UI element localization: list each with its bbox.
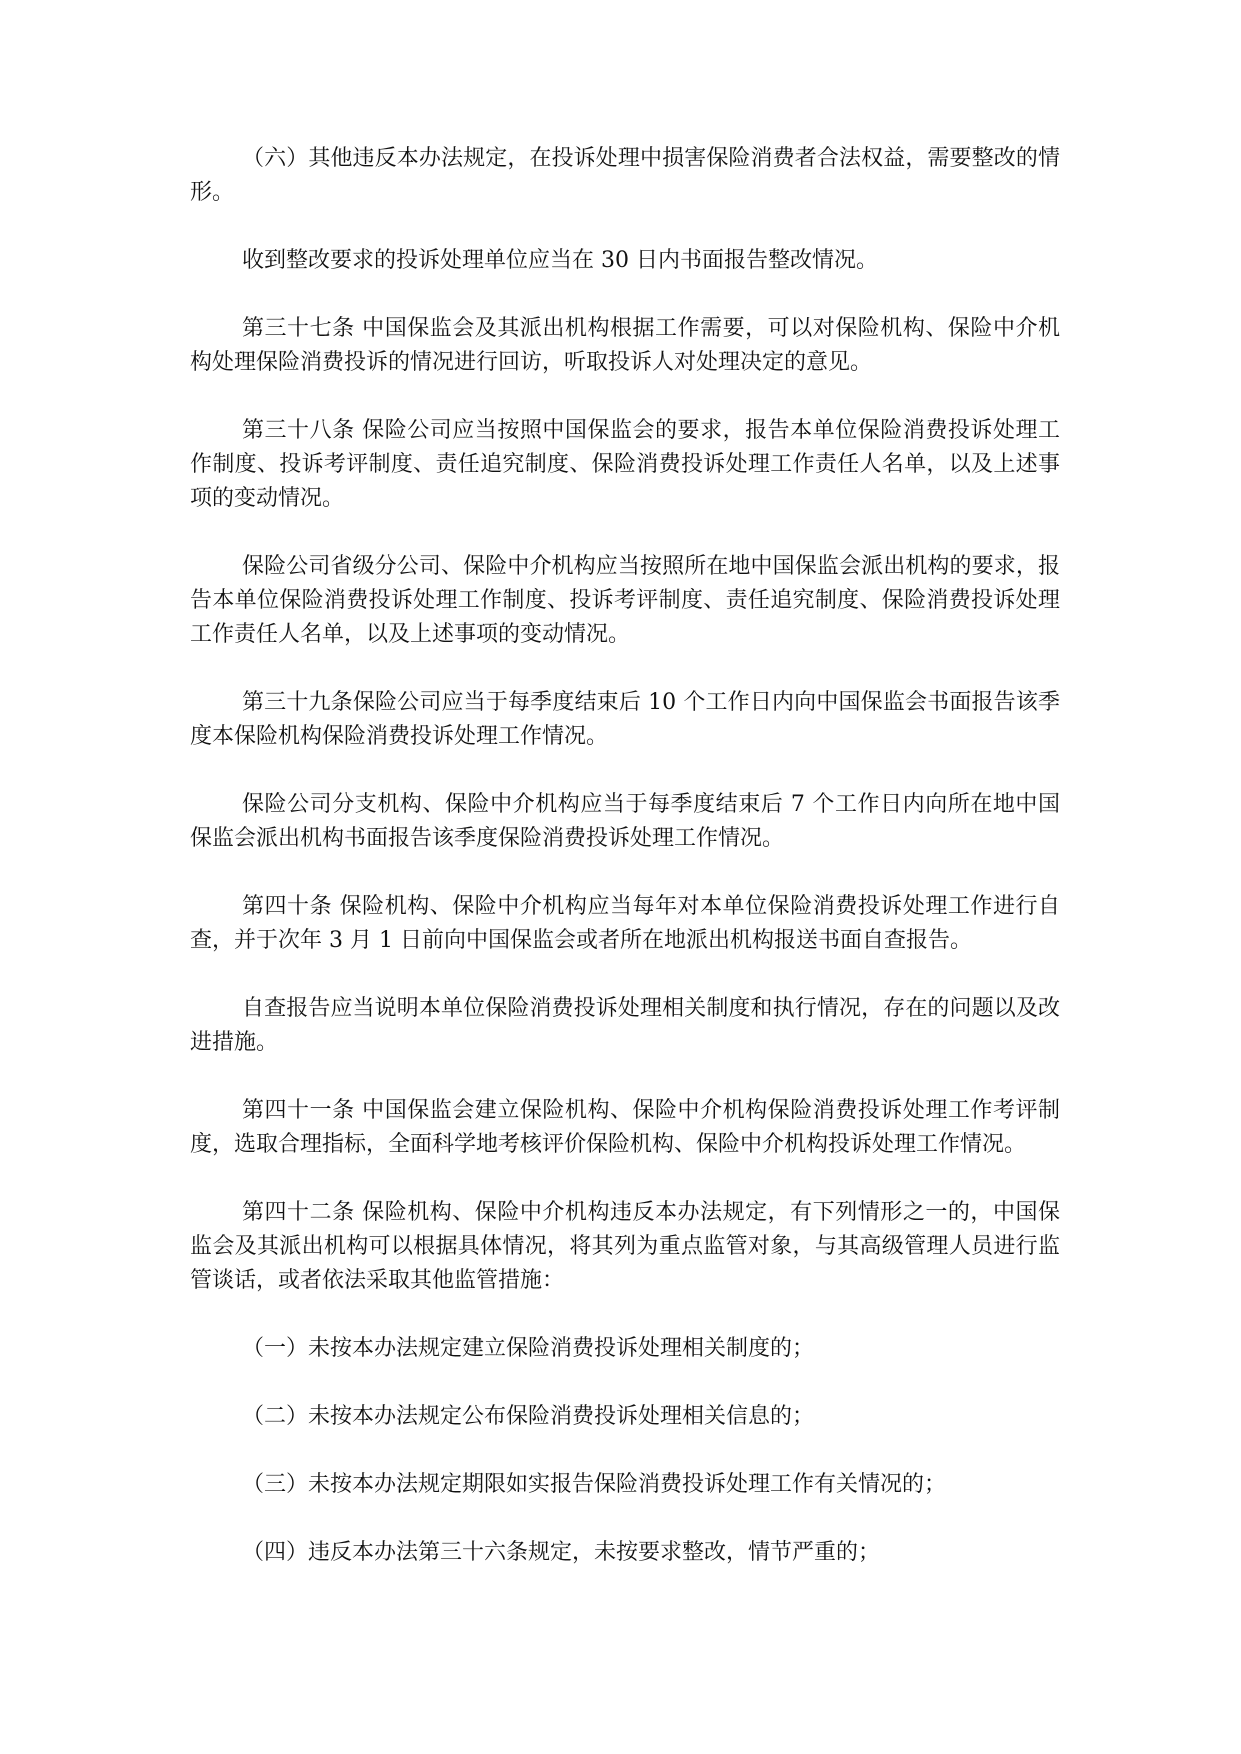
paragraph-article-42: 第四十二条 保险机构、保险中介机构违反本办法规定，有下列情形之一的，中国保监会及其派出机构可以根据具体情况，将其列为重点监管对象，与其高级管理人员进行监管谈话，或者依法采取其他监管措施： [190,1200,1060,1293]
document-body [190,142,1060,1570]
paragraph-article-41: 第四十一条 中国保监会建立保险机构、保险中介机构保险消费投诉处理工作考评制度，选取合理指标，全面科学地考核评价保险机构、保险中介机构投诉处理工作情况。 [190,1098,1060,1157]
paragraph-item-1: （一）未按本办法规定建立保险消费投诉处理相关制度的； [242,1336,815,1361]
paragraph-article-40-report: 自查报告应当说明本单位保险消费投诉处理相关制度和执行情况，存在的问题以及改进措施。 [190,996,1060,1055]
paragraph-item-6: （六）其他违反本办法规定，在投诉处理中损害保险消费者合法权益，需要整改的情形。 [190,146,1060,205]
paragraph-item-4: （四）违反本办法第三十六条规定，未按要求整改，情节严重的； [242,1540,881,1565]
paragraph-article-38-branch: 保险公司省级分公司、保险中介机构应当按照所在地中国保监会派出机构的要求，报告本单位保险消费投诉处理工作制度、投诉考评制度、责任追究制度、保险消费投诉处理工作责任人名单，以及上述事项的变动情况。 [190,554,1060,647]
paragraph-item-3: （三）未按本办法规定期限如实报告保险消费投诉处理工作有关情况的； [242,1472,947,1497]
paragraph-article-39-branch: 保险公司分支机构、保险中介机构应当于每季度结束后 7 个工作日内向所在地中国保监会派出机构书面报告该季度保险消费投诉处理工作情况。 [190,792,1060,851]
paragraph-article-37: 第三十七条 中国保监会及其派出机构根据工作需要，可以对保险机构、保险中介机构处理保险消费投诉的情况进行回访，听取投诉人对处理决定的意见。 [190,316,1060,375]
paragraph-article-40: 第四十条 保险机构、保险中介机构应当每年对本单位保险消费投诉处理工作进行自查，并于次年 3 月 1 日前向中国保监会或者所在地派出机构报送书面自查报告。 [190,894,1060,953]
paragraph-rectification-report: 收到整改要求的投诉处理单位应当在 30 日内书面报告整改情况。 [242,248,878,273]
paragraph-article-38: 第三十八条 保险公司应当按照中国保监会的要求，报告本单位保险消费投诉处理工作制度、投诉考评制度、责任追究制度、保险消费投诉处理工作责任人名单，以及上述事项的变动情况。 [190,418,1060,511]
paragraph-article-39: 第三十九条保险公司应当于每季度结束后 10 个工作日内向中国保监会书面报告该季度本保险机构保险消费投诉处理工作情况。 [190,690,1060,749]
paragraph-item-2: （二）未按本办法规定公布保险消费投诉处理相关信息的； [242,1404,815,1429]
